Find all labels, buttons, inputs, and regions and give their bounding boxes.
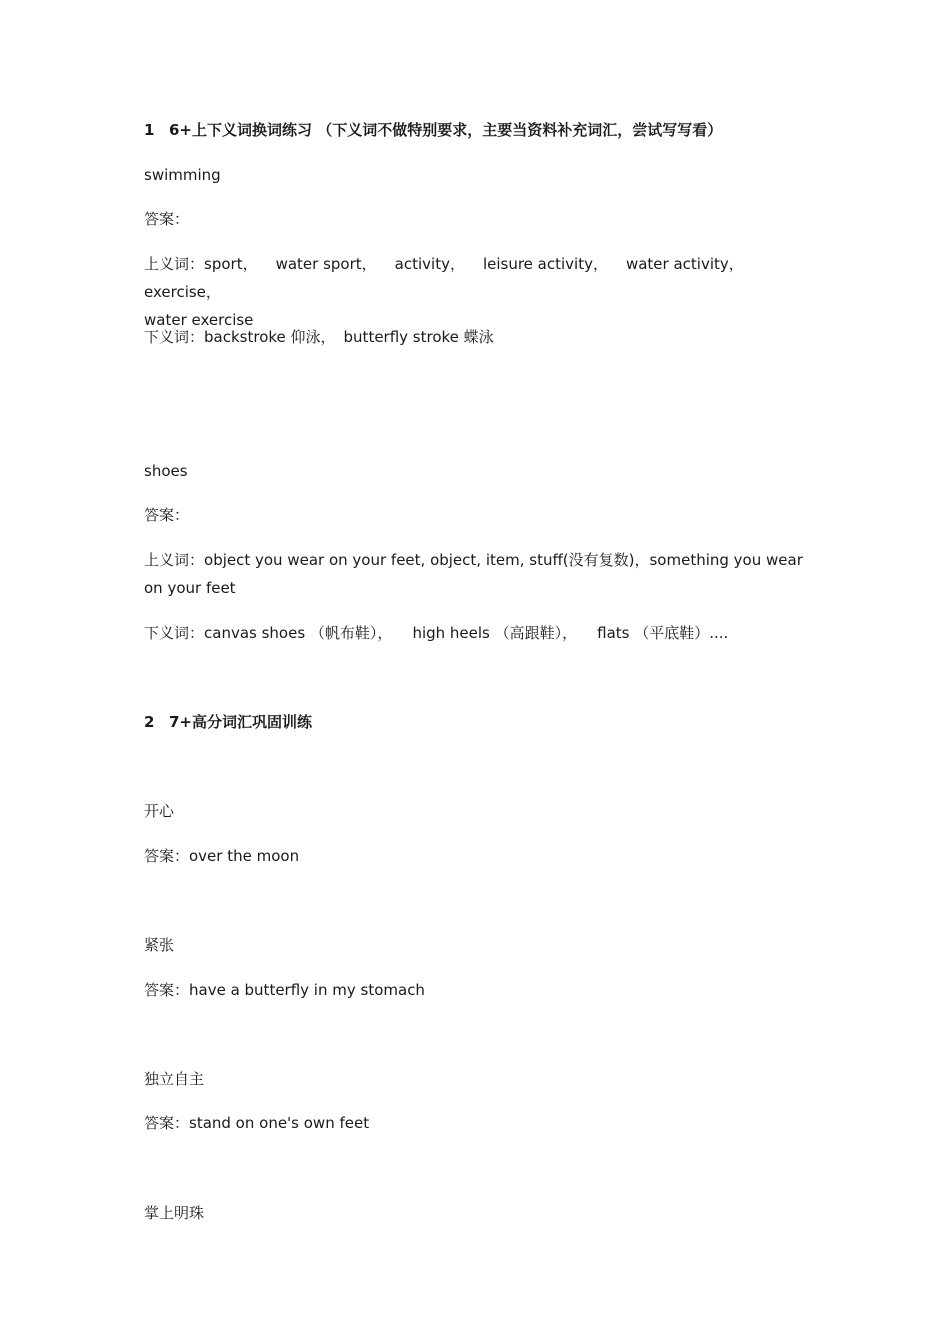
hypernym-text: object you wear on your feet, object, item, stuff(没有复数)，something you wear on your feet: [144, 551, 803, 597]
answer-3: 答案：stand on one's own feet: [144, 1114, 370, 1132]
hyponyms-swimming: [144, 327, 494, 347]
hyponym-item: canvas shoes （帆布鞋），: [204, 624, 393, 642]
hypernyms-swimming: [144, 250, 814, 334]
word-swimming: swimming: [144, 166, 221, 184]
hypernym-item: leisure activity，: [482, 255, 608, 273]
hypernyms-shoes: [144, 546, 814, 602]
hyponym-label: 下义词：: [144, 328, 205, 346]
hyponym-item: butterfly stroke 蝶泳: [343, 328, 494, 346]
hypernym-item: water activity，: [625, 255, 744, 273]
term-1: 开心: [144, 802, 175, 820]
word-shoes: shoes: [144, 462, 188, 480]
term-2: 紧张: [144, 936, 175, 954]
hyponym-item: high heels （高跟鞋），: [412, 624, 578, 642]
hyponym-item: flats （平底鞋）....: [597, 624, 729, 642]
section-2-number: 2: [144, 713, 155, 731]
answer-label-swimming: 答案：: [144, 210, 190, 228]
section-1-title: 6+上下义词换词练习 （下义词不做特别要求，主要当资料补充词汇，尝试写写看）: [169, 121, 723, 139]
section-2-title: 7+高分词汇巩固训练: [169, 713, 313, 731]
hypernym-item: water exercise: [144, 311, 254, 329]
section-1-heading: [144, 120, 722, 140]
term-4: 掌上明珠: [144, 1204, 205, 1222]
hypernym-item: activity，: [394, 255, 465, 273]
hypernym-item: sport，: [204, 255, 258, 273]
section-1-number: 1: [144, 121, 155, 139]
hypernym-item: water sport，: [275, 255, 377, 273]
hyponym-item: backstroke 仰泳，: [204, 328, 336, 346]
hypernym-label: 上义词：: [144, 255, 205, 273]
hyponym-label: 下义词：: [144, 624, 205, 642]
answer-1: 答案：over the moon: [144, 847, 300, 865]
hypernym-item: exercise，: [144, 283, 221, 301]
hypernym-label: 上义词：: [144, 551, 205, 569]
answer-2: 答案：have a butterfly in my stomach: [144, 981, 425, 999]
hyponyms-shoes: [144, 623, 728, 643]
answer-label-shoes: 答案：: [144, 506, 190, 524]
term-3: 独立自主: [144, 1070, 205, 1088]
section-2-heading: [144, 712, 312, 732]
